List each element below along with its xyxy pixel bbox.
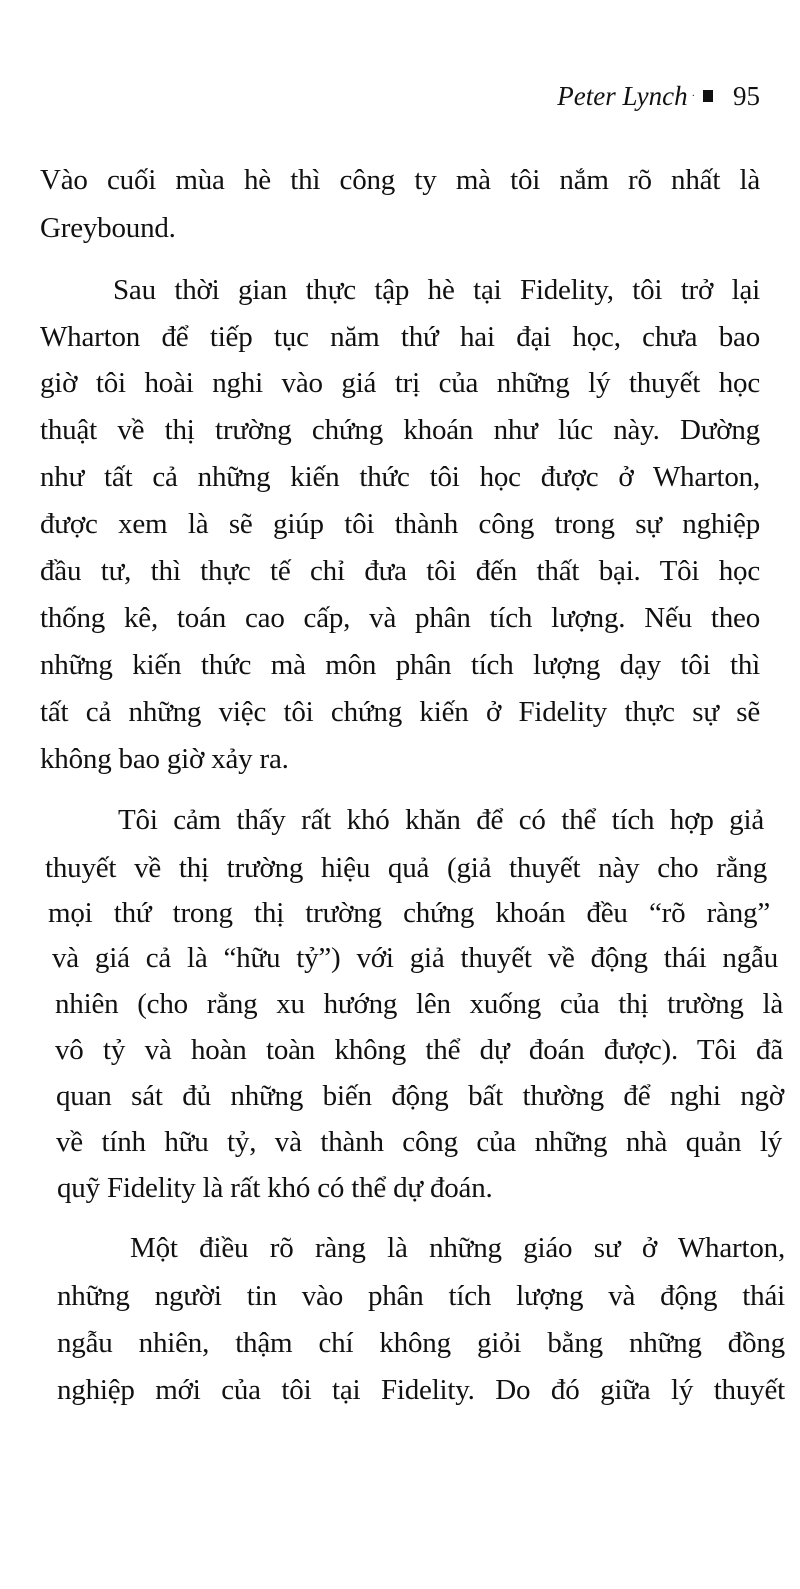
text-line: Tôi cảm thấy rất khó khăn để có thể tích hợp giả	[118, 804, 764, 836]
text-line: thuật về thị trường chứng khoán như lúc này. Dường	[40, 414, 760, 446]
text-line: những người tin vào phân tích lượng và động thái	[57, 1280, 785, 1312]
text-line: Wharton để tiếp tục năm thứ hai đại học, chưa bao	[40, 321, 760, 353]
text-line: ngẫu nhiên, thậm chí không giỏi bằng những đồng	[57, 1327, 785, 1359]
text-line: không bao giờ xảy ra.	[40, 743, 289, 775]
text-line: giờ tôi hoài nghi vào giá trị của những lý thuyết học	[40, 367, 760, 399]
text-line: Sau thời gian thực tập hè tại Fidelity, tôi trở lại	[113, 274, 760, 306]
text-line: nhiên (cho rằng xu hướng lên xuống của thị trường là	[55, 988, 783, 1020]
page-number: 95	[733, 80, 760, 111]
text-line: thuyết về thị trường hiệu quả (giả thuyết này cho rằng	[45, 852, 767, 884]
header-square-ornament	[703, 90, 713, 102]
text-line: Greybound.	[40, 212, 176, 244]
text-line: đầu tư, thì thực tế chỉ đưa tôi đến thất bại. Tôi học	[40, 555, 760, 587]
text-line: về tính hữu tỷ, và thành công của những nhà quản lý	[56, 1126, 782, 1158]
text-line: vô tỷ và hoàn toàn không thể dự đoán được). Tôi đã	[55, 1034, 783, 1066]
text-line: nghiệp mới của tôi tại Fidelity. Do đó giữa lý thuyết	[57, 1374, 785, 1406]
text-line: quan sát đủ những biến động bất thường để nghi ngờ	[56, 1080, 784, 1112]
text-line: Một điều rõ ràng là những giáo sư ở Wharton,	[130, 1232, 785, 1264]
text-line: quỹ Fidelity là rất khó có thể dự đoán.	[57, 1172, 493, 1204]
header-author: Peter Lynch	[557, 80, 688, 111]
text-line: được xem là sẽ giúp tôi thành công trong sự nghiệp	[40, 508, 760, 540]
text-line: những kiến thức mà môn phân tích lượng dạy tôi thì	[40, 649, 760, 681]
text-line: thống kê, toán cao cấp, và phân tích lượng. Nếu theo	[40, 602, 760, 634]
text-line: và giá cả là “hữu tỷ”) với giả thuyết về động thái ngẫu	[52, 942, 778, 974]
header-dot: ·	[691, 90, 695, 102]
text-line: mọi thứ trong thị trường chứng khoán đều “rõ ràng”	[48, 897, 770, 929]
text-line: như tất cả những kiến thức tôi học được ở Wharton,	[40, 461, 760, 493]
text-line: tất cả những việc tôi chứng kiến ở Fidelity thực sự sẽ	[40, 696, 760, 728]
running-header	[500, 76, 760, 116]
text-line: Vào cuối mùa hè thì công ty mà tôi nắm rõ nhất là	[40, 164, 760, 196]
